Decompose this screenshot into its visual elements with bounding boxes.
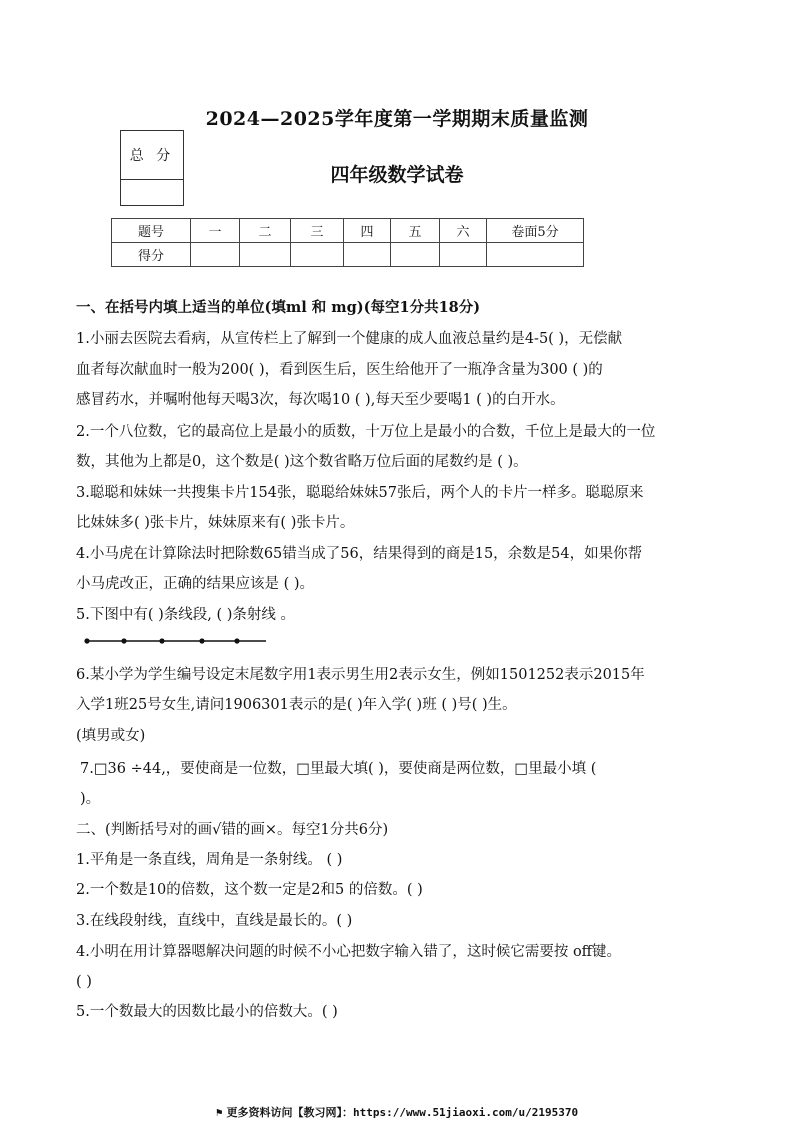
- score-cell: [291, 243, 344, 267]
- question-line: 6.某小学为学生编号设定末尾数字用1表示男生用2表示女生，例如1501252表示2015年: [76, 667, 645, 683]
- question-line: 5.一个数最大的因数比最小的倍数大。( ): [76, 1004, 338, 1020]
- question-line: 4.小明在用计算器嗯解决问题的时候不小心把数字输入错了，这时候它需要按 off键。: [76, 944, 621, 960]
- score-header-cell: 六: [440, 219, 487, 243]
- footer: [0, 1104, 794, 1120]
- question-line: 4.小马虎在计算除法时把除数65错当成了56，结果得到的商是15，余数是54，如果你帮: [76, 546, 643, 562]
- exam-subtitle: 四年级数学试卷: [330, 164, 464, 186]
- question-line: 3.聪聪和妹妹一共搜集卡片154张，聪聪给妹妹57张后，两个人的卡片一样多。聪聪原来: [76, 485, 644, 501]
- score-header-cell: 二: [240, 219, 291, 243]
- score-cell: [391, 243, 440, 267]
- question-line: 2.一个八位数，它的最高位上是最小的质数，十万位上是最小的合数，千位上是最大的一位: [76, 424, 656, 440]
- score-header-cell: 五: [391, 219, 440, 243]
- score-header-cell: 卷面5分: [487, 219, 584, 243]
- question-line: 感冒药水，并嘱咐他每天喝3次，每次喝10 ( ),每天至少要喝1 ( )的白开水。: [76, 392, 565, 408]
- question-line: 3.在线段射线，直线中，直线是最长的。( ): [76, 913, 353, 929]
- question-line: (填男或女): [76, 728, 146, 744]
- score-row-label: 得分: [112, 243, 191, 267]
- question-line: 7.□36 ÷44,，要使商是一位数，□里最大填( )，要使商是两位数，□里最小填 (: [80, 761, 597, 777]
- question-line: 比妹妹多( )张卡片，妹妹原来有( )张卡片。: [76, 515, 355, 531]
- flag-icon: ⚑: [215, 1106, 223, 1119]
- score-header-cell: 题号: [112, 219, 191, 243]
- score-cell: [240, 243, 291, 267]
- question-line: 5.下图中有( )条线段, ( )条射线 。: [76, 607, 296, 623]
- question-line: 数，其他为上都是0，这个数是( )这个数省略万位后面的尾数约是 ( )。: [76, 454, 528, 470]
- score-header-cell: 三: [291, 219, 344, 243]
- score-header-cell: 一: [191, 219, 240, 243]
- section-1-heading: 一、在括号内填上适当的单位(填ml 和 mg)(每空1分共18分): [76, 299, 481, 316]
- question-line: ( ): [76, 974, 92, 990]
- score-header-cell: 四: [344, 219, 391, 243]
- section-2-heading: 二、(判断括号对的画√错的画×。每空1分共6分): [76, 822, 389, 838]
- score-cell: [344, 243, 391, 267]
- question-line: 2.一个数是10的倍数，这个数一定是2和5 的倍数。( ): [76, 882, 423, 898]
- score-table-header-row: [112, 219, 584, 243]
- exam-title: 2024—2025学年度第一学期期末质量监测: [205, 108, 589, 130]
- score-cell: [191, 243, 240, 267]
- question-line: )。: [80, 791, 101, 807]
- question-line: 1.小丽去医院去看病，从宣传栏上了解到一个健康的成人血液总量约是4-5( )，无偿献: [76, 331, 623, 347]
- line-segment-figure: [84, 634, 268, 648]
- question-line: 入学1班25号女生,请问1906301表示的是( )年入学( )班 ( )号( )生。: [76, 697, 517, 713]
- score-table: [111, 218, 584, 267]
- score-cell: [487, 243, 584, 267]
- total-score-label: 总 分: [121, 131, 183, 180]
- question-line: 小马虎改正，正确的结果应该是 ( )。: [76, 576, 315, 592]
- score-table-score-row: [112, 243, 584, 267]
- footer-link[interactable]: 更多资料访问【教习网】：https://www.51jiaoxi.com/u/2195370: [226, 1106, 579, 1119]
- score-cell: [440, 243, 487, 267]
- question-line: 1.平角是一条直线，周角是一条射线。 ( ): [76, 852, 343, 868]
- question-line: 血者每次献血时一般为200( )，看到医生后，医生给他开了一瓶净含量为300 ( )的: [76, 362, 603, 378]
